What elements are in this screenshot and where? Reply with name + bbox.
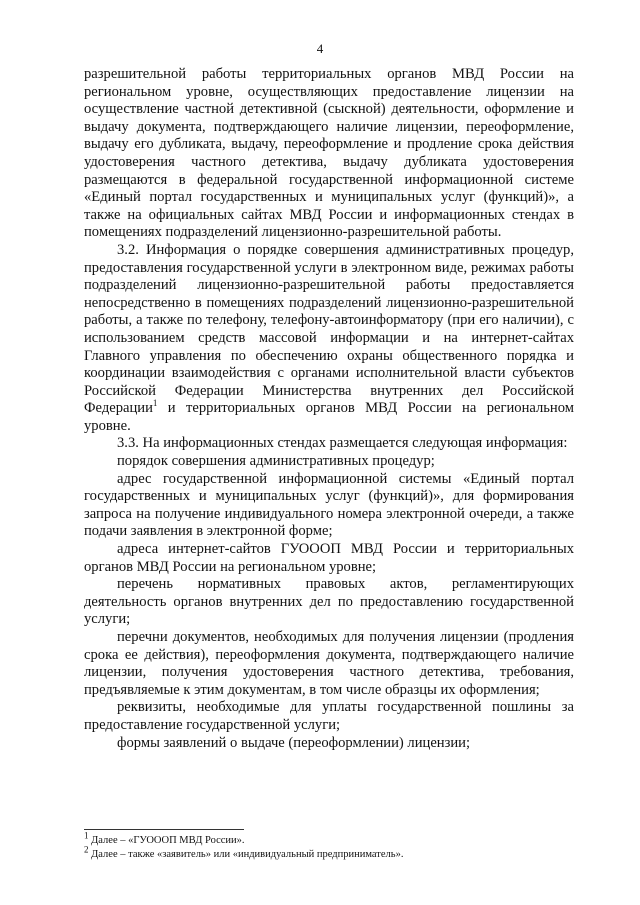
footnote-text: Далее – «ГУОООП МВД России».: [88, 835, 245, 846]
footnote-divider: [84, 829, 244, 830]
list-item: адреса интернет-сайтов ГУОООП МВД России и территориальных органов МВД России на региональном уровне;: [84, 541, 574, 575]
list-item: порядок совершения административных процедур;: [117, 453, 435, 470]
list-item: формы заявлений о выдаче (переоформлении) лицензии;: [117, 734, 471, 751]
footnote-mark: 1: [84, 830, 89, 841]
footnote-reference: 1: [152, 398, 158, 409]
footnote-mark: 2: [84, 844, 89, 855]
list-item: адрес государственной информационной системы «Единый портал государственных и муниципальных услуг (функций)», для формирования запроса на получение индивидуального номера электронной очереди, а также подачи заявления в электронной форме;: [84, 470, 574, 540]
footnote: [84, 830, 584, 848]
footnote: [84, 844, 584, 862]
paragraph-text: 3.2. Информация о порядке совершения административных процедур, предоставления государственной услуги в электронном виде, режимах работы подразделений лицензионно-разрешительной работы предоставляется непосредственно в помещениях подразделений лицензионно-разрешительной работы, а также по телефону, телефону-автоинформатору (при его наличии), с использованием средств массовой информации и на интернет-сайтах Главного управления по обеспечению охраны общественного порядка и координации взаимодействия с органами исполнительной власти субъектов Российской Федерации Министерства внутренних дел Российской Федерации: [84, 241, 574, 417]
list-item: перечни документов, необходимых для получения лицензии (продления срока ее действия), переоформления документа, подтверждающего наличие лицензии, получения удостоверения частного детектива, требования, предъявляемые к этим документам, в том числе образцы их оформления;: [84, 629, 574, 698]
paragraph: [84, 242, 574, 436]
paragraph-text-tail: и территориальных органов МВД России на региональном уровне.: [84, 400, 574, 434]
page-number: 4: [316, 41, 324, 56]
footnotes: [84, 830, 584, 862]
list-item: реквизиты, необходимые для уплаты государственной пошлины за предоставление государственной услуги;: [84, 699, 574, 733]
paragraph: разрешительной работы территориальных органов МВД России на региональном уровне, осуществляющих предоставление лицензии на осуществление частной детективной (сыскной) деятельности, оформление и выдачу документа, подтверждающего наличие лицензии, переоформление, выдачу его дубликата, выдачу, переоформление и продление срока действия удостоверения частного детектива, выдачу дубликата удостоверения размещаются в федеральной государственной информационной системе «Единый портал государственных и муниципальных услуг (функций)», а также на официальных сайтах МВД России и информационных стендах в помещениях подразделений лицензионно-разрешительной работы.: [84, 66, 574, 241]
list-item: перечень нормативных правовых актов, регламентирующих деятельность органов внутренних дел по предоставлению государственной услуги;: [84, 576, 574, 628]
document-body: [84, 66, 574, 752]
footnote-text: Далее – также «заявитель» или «индивидуальный предприниматель».: [88, 849, 404, 860]
paragraph: 3.3. На информационных стендах размещается следующая информация:: [117, 435, 568, 452]
